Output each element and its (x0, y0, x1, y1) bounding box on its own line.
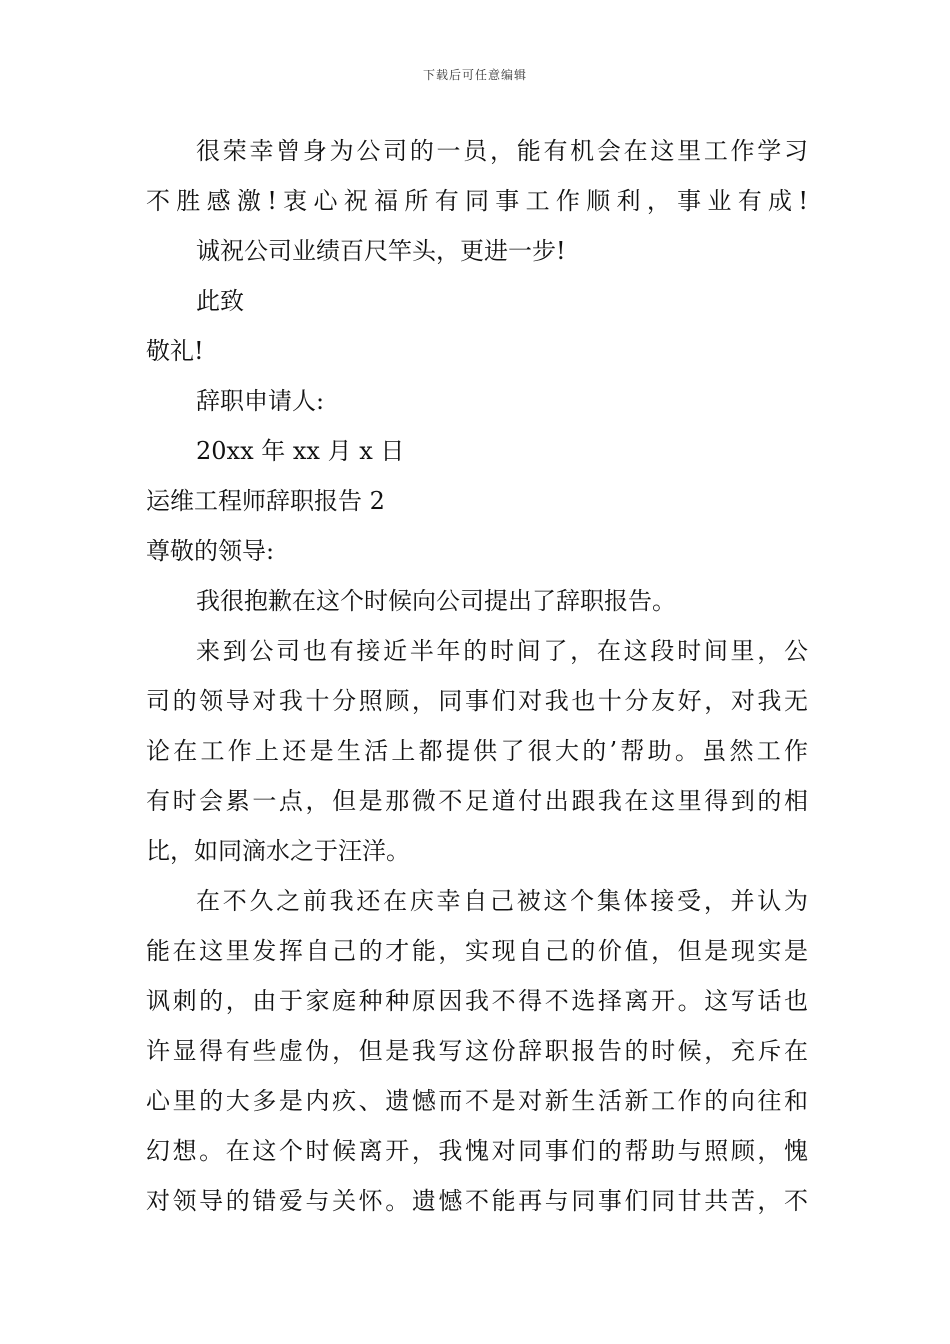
page-header-note: 下载后可任意编辑 (422, 68, 527, 82)
signature-date: 20xx 年 xx 月 x 日 (196, 437, 405, 465)
paragraph-line: 论在工作上还是生活上都提供了很大的’帮助。虽然工作 (146, 737, 808, 765)
paragraph-line: 对领导的错爱与关怀。遗憾不能再与同事们同甘共苦，不 (146, 1187, 808, 1215)
paragraph-line: 许显得有些虚伪，但是我写这份辞职报告的时候，充斥在 (146, 1037, 808, 1065)
paragraph-line: 我很抱歉在这个时候向公司提出了辞职报告。 (196, 587, 676, 615)
paragraph-line: 来到公司也有接近半年的时间了，在这段时间里，公 (196, 637, 808, 665)
paragraph-line: 比，如同滴水之于汪洋。 (146, 837, 410, 865)
paragraph-line: 不胜感激!衷心祝福所有同事工作顺利，事业有成! (146, 187, 808, 215)
paragraph-line: 很荣幸曾身为公司的一员，能有机会在这里工作学习 (196, 137, 808, 165)
paragraph-line: 能在这里发挥自己的才能，实现自己的价值，但是现实是 (146, 937, 808, 965)
paragraph-line: 有时会累一点，但是那微不足道付出跟我在这里得到的相 (146, 787, 808, 815)
closing-salutation: 此致 (196, 287, 244, 315)
paragraph-line: 在不久之前我还在庆幸自己被这个集体接受，并认为 (196, 887, 808, 915)
paragraph-line: 心里的大多是内疚、遗憾而不是对新生活新工作的向往和 (146, 1087, 808, 1115)
paragraph-line: 诚祝公司业绩百尺竿头，更进一步! (196, 237, 566, 265)
paragraph-line: 讽刺的，由于家庭种种原因我不得不选择离开。这写话也 (146, 987, 808, 1015)
paragraph-line: 幻想。在这个时候离开，我愧对同事们的帮助与照顾，愧 (146, 1137, 808, 1165)
document-body (146, 126, 808, 1226)
section-title: 运维工程师辞职报告 2 (146, 487, 385, 515)
signature-label: 辞职申请人: (196, 387, 325, 415)
letter-greeting: 尊敬的领导: (146, 537, 275, 565)
closing-regards: 敬礼! (146, 337, 204, 365)
paragraph-line: 司的领导对我十分照顾，同事们对我也十分友好，对我无 (146, 687, 808, 715)
